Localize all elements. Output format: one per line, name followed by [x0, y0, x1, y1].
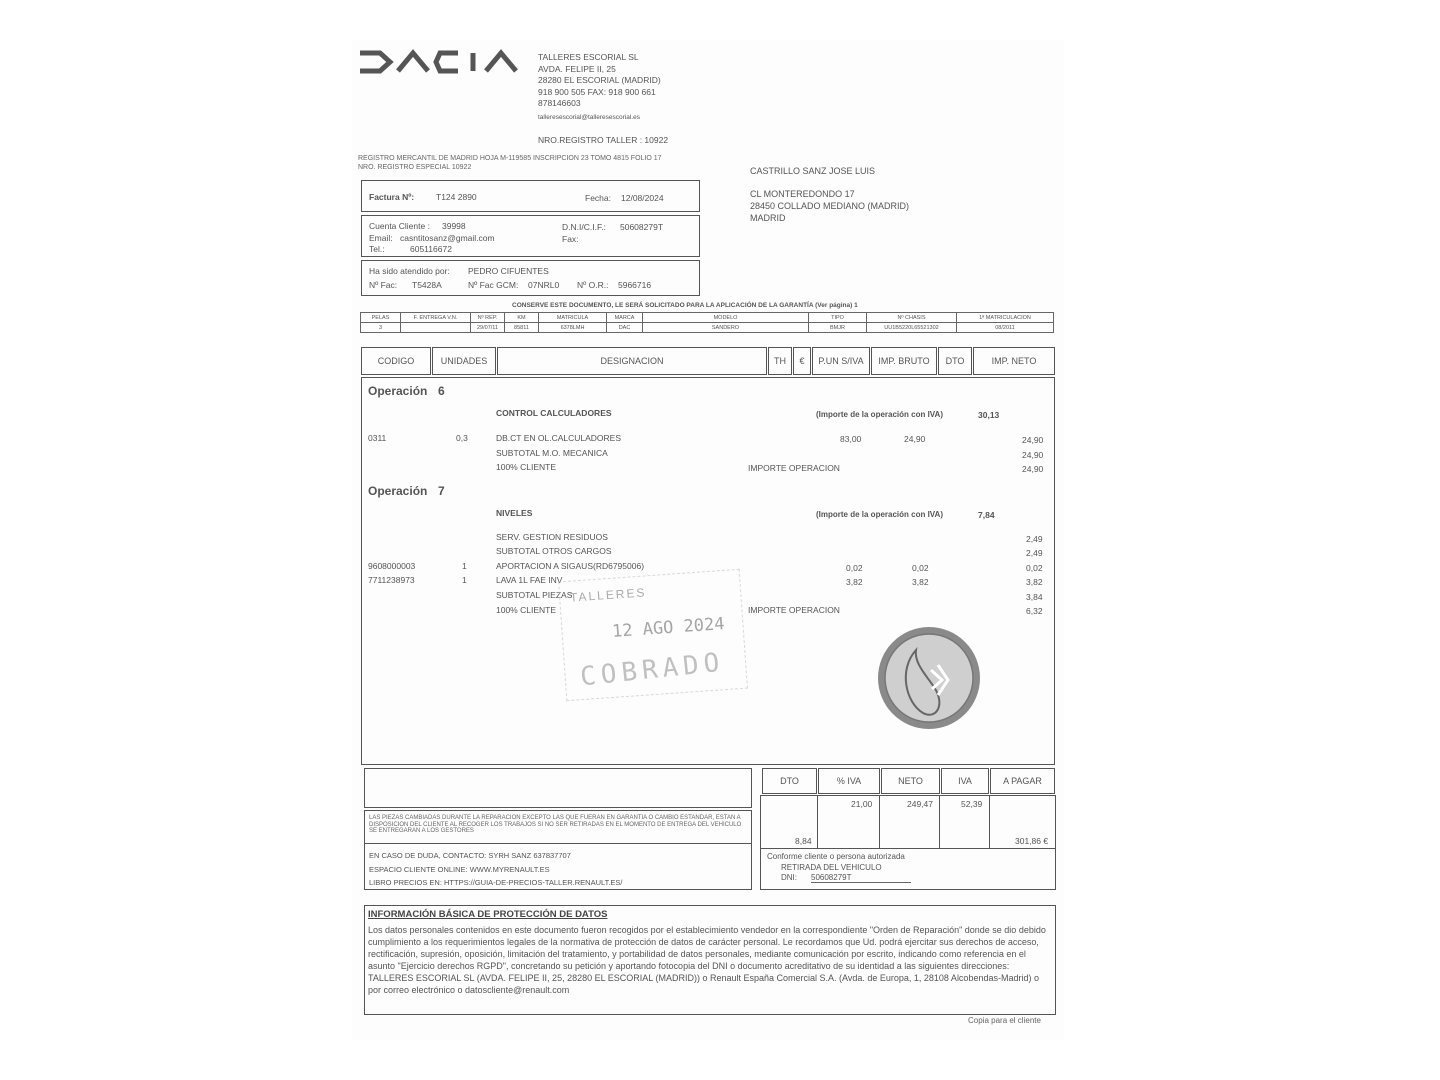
nfacgcm-label: Nº Fac GCM:: [468, 280, 519, 290]
vehicle-cell: 3: [361, 323, 401, 333]
op7-l3-neto: 0,02: [1026, 563, 1043, 573]
vehicle-cell: 6378LMH: [539, 323, 607, 333]
cuenta-label: Cuenta Cliente :: [369, 221, 430, 231]
nfac-value: T5428A: [412, 280, 442, 290]
stamp-date: 12 AGO 2024: [611, 614, 726, 642]
copia-label: Copia para el cliente: [968, 1016, 1041, 1025]
tot-iva: 52,39: [961, 799, 983, 809]
vehicle-header: F. ENTREGA V.N.: [401, 313, 471, 323]
dni-value: 50608279T: [620, 222, 664, 232]
op6-l3-desc: 100% CLIENTE: [496, 462, 556, 472]
col-dto: DTO: [938, 347, 972, 375]
op6-l1-desc: DB.CT EN OL.CALCULADORES: [496, 433, 622, 443]
piezas-notice: LAS PIEZAS CAMBIADAS DURANTE LA REPARACION EXCEPTO LAS QUE FUERAN EN GARANTIA O CAMBIO ESTANDAR, ESTAN A DISPOSICION DEL CLIENTE AL RECOGER LOS TRABAJOS SI NO SER RETIRADAS EN EL MOMENTO DE ENTREGA DEL VEHICULO SE ENTREGARAN A LOS GESTORES: [369, 815, 742, 835]
factura-label: Factura Nº:: [369, 192, 415, 202]
conforme-line2: RETIRADA DEL VEHICULO: [781, 863, 882, 872]
factura-value: T124 2890: [436, 192, 477, 202]
op6-l1-units: 0,3: [456, 433, 468, 443]
col-codigo: CODIGO: [361, 347, 431, 375]
data-protection-body: Los datos personales contenidos en este documento fueron recogidos por el establecimiento vendedor en la correspondiente "Orden de Reparación" donde se dio debido cumplimiento a los requerimientos legales de la normativa de protección de datos de carácter personal. Le recordamos que Ud. podrá ejercitar sus derechos de acceso, rectificación, supresión, oposición, limitación del tratamiento, y portabilidad de datos personales, mediante comunicación por escrito, indicando como referencia en el asunto "Ejercicio derechos RGPD", concretando su petición y aportando fotocopia del DNI o documento acreditativo de su identidad a las siguientes direcciones: TALLERES ESCORIAL SL (AVDA. FELIPE II, 25, 28280 EL ESCORIAL (MADRID)) o Renault España Comercial S.A. (Avda. de Europa, 1, 28108 Alcobendas-Madrid) o por correo electrónico o datoscliente@renault.com: [368, 925, 1046, 995]
email-label: Email:: [369, 233, 393, 243]
nfacgcm-value: 07NRL0: [528, 280, 560, 290]
op7-l1-neto: 2,49: [1026, 534, 1043, 544]
op7-number: 7: [438, 484, 445, 498]
email-value: casntitosanz@gmail.com: [400, 233, 495, 243]
op7-l5-desc: SUBTOTAL PIEZAS: [496, 590, 573, 600]
op6-l2-neto: 24,90: [1022, 450, 1044, 460]
company-line: AVDA. FELIPE II, 25: [538, 63, 616, 74]
totals-divider: [879, 796, 880, 848]
op6-name: CONTROL CALCULADORES: [496, 408, 612, 418]
nor-value: 5966716: [618, 280, 652, 290]
fax-label: Fax:: [562, 234, 579, 244]
op7-l4-pun: 3,82: [846, 577, 863, 587]
vehicle-header: MATRICULA: [539, 313, 607, 323]
tot-neto-header: NETO: [881, 768, 940, 794]
op7-l3-bruto: 0,02: [912, 563, 929, 573]
tot-apagar: 301,86 €: [1015, 836, 1049, 846]
op7-l4-units: 1: [462, 575, 467, 585]
vehicle-header: Nº REP.: [471, 313, 505, 323]
dni-label: D.N.I/C.I.F.:: [562, 222, 606, 232]
nor-label: Nº O.R.:: [577, 280, 609, 290]
conforme-dni-label: DNI:: [781, 873, 797, 882]
vehicle-cell: 85811: [505, 323, 539, 333]
atendido-value: PEDRO CIFUENTES: [468, 266, 549, 276]
client-box: [361, 215, 700, 257]
company-line: 878146603: [538, 98, 581, 108]
customer-address2: 28450 COLLADO MEDIANO (MADRID): [750, 201, 910, 211]
customer-address3: MADRID: [750, 213, 786, 223]
vehicle-cell: BMJR: [809, 323, 867, 333]
vehicle-table: [360, 312, 1054, 333]
op7-l3-pun: 0,02: [846, 563, 863, 573]
registro-mercantil: [358, 155, 662, 172]
op7-l4-bruto: 3,82: [912, 577, 929, 587]
registro-taller: NRO.REGISTRO TALLER : 10922: [538, 135, 669, 145]
registro-mercantil-1: REGISTRO MERCANTIL DE MADRID HOJA M-119585 INSCRIPCION 23 TOMO 4815 FOLIO 17: [358, 155, 662, 162]
notices-box: [364, 810, 752, 890]
tot-iva-pct: 21,00: [851, 799, 873, 809]
op7-l6-desc: 100% CLIENTE: [496, 605, 556, 615]
data-protection-title: INFORMACIÓN BÁSICA DE PROTECCIÓN DE DATOS: [368, 909, 608, 920]
op7-importe-value: 7,84: [978, 510, 995, 520]
fecha-value: 12/08/2024: [621, 193, 664, 203]
vehicle-header: TIPO: [809, 313, 867, 323]
registro-mercantil-2: NRO. REGISTRO ESPECIAL 10922: [358, 163, 472, 171]
factura-box: [361, 180, 700, 212]
col-bruto: IMP. BRUTO: [871, 347, 937, 375]
op6-l1-pun: 83,00: [840, 434, 862, 444]
company-info: [538, 52, 668, 147]
op6-importe-value: 30,13: [978, 410, 1000, 420]
vehicle-cell: UU1B5220L65521302: [867, 323, 957, 333]
col-pun: P.UN S/IVA: [812, 347, 870, 375]
col-designacion: DESIGNACION: [497, 347, 767, 375]
op6-l1-bruto: 24,90: [904, 434, 926, 444]
op7-l6-neto: 6,32: [1026, 606, 1043, 616]
totals-divider: [817, 796, 818, 848]
circular-seal-icon: [876, 625, 982, 731]
tot-dto-header: DTO: [762, 768, 817, 794]
notices-top-box: [364, 768, 752, 808]
vehicle-header: Nº CHASIS: [867, 313, 957, 323]
col-euro: €: [793, 347, 811, 375]
vehicle-header-row: [361, 313, 1054, 323]
op6-l1-code: 0311: [368, 433, 387, 443]
vehicle-cell: [401, 323, 471, 333]
duda-notice: EN CASO DE DUDA, CONTACTO: SYRH SANZ 637837707: [369, 851, 571, 860]
vehicle-header: MODELO: [643, 313, 809, 323]
op7-l4-neto: 3,82: [1026, 577, 1043, 587]
tel-label: Tel.:: [369, 244, 385, 254]
tot-dto: 8,84: [795, 836, 812, 846]
op7-importe: (Importe de la operación con IVA): [816, 510, 943, 519]
fecha-label: Fecha:: [585, 193, 611, 203]
op7-l5-neto: 3,84: [1026, 592, 1043, 602]
op6-l3-neto: 24,90: [1022, 464, 1044, 474]
dacia-logo: [358, 48, 530, 76]
vehicle-header: KM: [505, 313, 539, 323]
conforme-box: [760, 848, 1056, 890]
tot-neto: 249,47: [907, 799, 933, 809]
tot-iva-pct-header: % IVA: [818, 768, 880, 794]
op7-l3-code: 9608000003: [368, 561, 416, 571]
espacio-notice: ESPACIO CLIENTE ONLINE: WWW.MYRENAULT.ES: [369, 865, 550, 874]
totals-divider: [939, 796, 940, 848]
op6-title: Operación: [368, 384, 428, 398]
vehicle-header: 1ª MATRICULACION: [957, 313, 1054, 323]
op6-importe: (Importe de la operación con IVA): [816, 410, 943, 419]
customer-name: CASTRILLO SANZ JOSE LUIS: [750, 166, 876, 176]
company-line: TALLERES ESCORIAL SL: [538, 52, 639, 62]
col-unidades: UNIDADES: [432, 347, 496, 375]
op7-l2-neto: 2,49: [1026, 548, 1043, 558]
stamp-word: COBRADO: [578, 647, 726, 693]
stamp-brand: TALLERES: [569, 585, 647, 605]
tot-apagar-header: A PAGAR: [990, 768, 1055, 794]
tot-iva-header: IVA: [941, 768, 989, 794]
customer-address: [750, 165, 909, 224]
vehicle-header: MARCA: [607, 313, 643, 323]
tel-value: 605116672: [410, 244, 452, 254]
op7-l4-code: 7711238973: [368, 575, 415, 585]
attended-box: [361, 260, 700, 296]
company-line: talleresescorial@talleresescorial.es: [538, 113, 640, 121]
nfac-label: Nº Fac:: [369, 280, 398, 290]
op7-title: Operación: [368, 484, 428, 498]
col-th: TH: [768, 347, 792, 375]
conforme-dni-value: 50608279T: [811, 873, 911, 883]
libro-notice: LIBRO PRECIOS EN: HTTPS://GUIA-DE-PRECIOS-TALLER.RENAULT.ES/: [369, 878, 623, 887]
company-line: 28280 EL ESCORIAL (MADRID): [538, 75, 661, 85]
op6-l2-desc: SUBTOTAL M.O. MECANICA: [496, 448, 608, 458]
vehicle-cell: DAC: [607, 323, 643, 333]
vehicle-cell: 29/07/11: [471, 323, 505, 333]
atendido-label: Ha sido atendido por:: [369, 266, 450, 276]
conforme-line1: Conforme cliente o persona autorizada: [767, 852, 905, 861]
totals-values-box: [760, 795, 1056, 849]
op7-l6-mid: IMPORTE OPERACION: [748, 605, 840, 615]
vehicle-cell: SANDERO: [643, 323, 809, 333]
op6-number: 6: [438, 384, 445, 398]
customer-address1: CL MONTEREDONDO 17: [750, 189, 855, 199]
op7-l3-units: 1: [462, 561, 467, 571]
company-line: 918 900 505 FAX: 918 900 661: [538, 86, 656, 97]
vehicle-value-row: [361, 323, 1054, 333]
col-neto: IMP. NETO: [973, 347, 1055, 375]
totals-divider: [989, 796, 990, 848]
vehicle-header: PELAS: [361, 313, 401, 323]
warranty-notice: CONSERVE ESTE DOCUMENTO, LE SERÁ SOLICITADO PARA LA APLICACIÓN DE LA GARANTÍA (Ver página) 1: [512, 302, 858, 309]
op6-l3-mid: IMPORTE OPERACION: [748, 463, 840, 473]
op7-l1-desc: SERV. GESTION RESIDUOS: [496, 532, 608, 542]
op7-l3-desc: APORTACION A SIGAUS(RD6795006): [496, 561, 645, 571]
vehicle-cell: 08/2011: [957, 323, 1054, 333]
op6-l1-neto: 24,90: [1022, 435, 1044, 445]
op7-name: NIVELES: [496, 508, 533, 518]
cuenta-value: 39998: [442, 221, 466, 231]
op7-l2-desc: SUBTOTAL OTROS CARGOS: [496, 546, 612, 556]
notices-divider: [365, 843, 751, 844]
op7-l4-desc: LAVA 1L FAE INV: [496, 575, 563, 585]
